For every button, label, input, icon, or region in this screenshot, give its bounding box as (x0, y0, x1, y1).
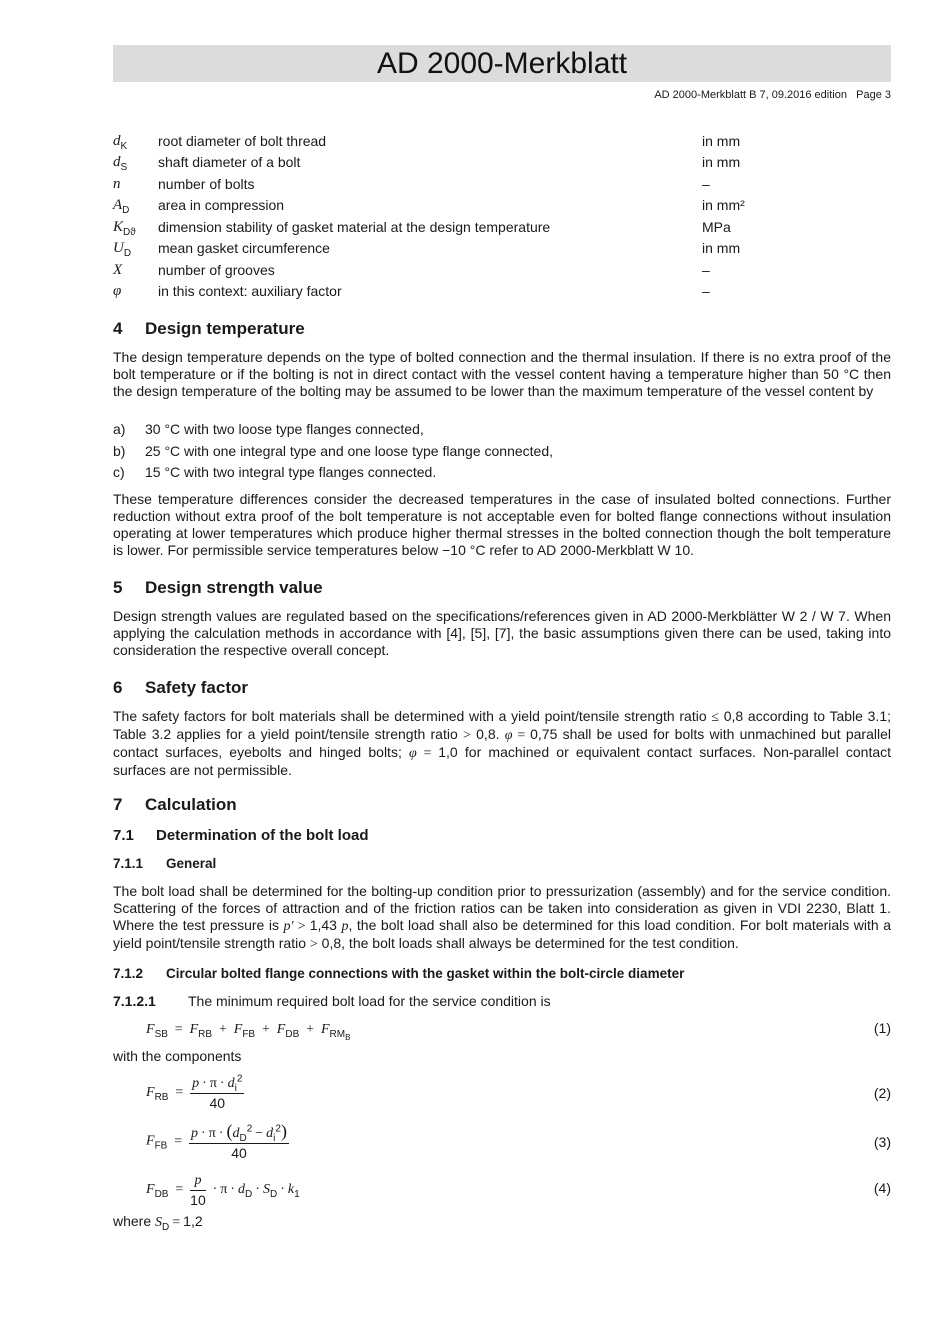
section-heading-6: 6 Safety factor (113, 678, 248, 697)
symbol-unit: in mm (702, 133, 741, 149)
section-heading-5: 5 Design strength value (113, 578, 323, 597)
equation-number: (1) (873, 1020, 891, 1036)
section-heading-7-1: 7.1 Determination of the bolt load (113, 827, 369, 844)
symbol-description: root diameter of bolt thread (158, 133, 327, 149)
symbol-description: in this context: auxiliary factor (158, 283, 342, 299)
page-header-reference: AD 2000-Merkblatt B 7, 09.2016 edition Page 3 (654, 89, 891, 101)
symbol: X (113, 262, 123, 278)
section-4-outro: These temperature differences consider the decreased temperatures in the case of insulated bolted connections. Further reduction without extra proof of the bolt temperature is not acceptable even for bolted flange connections without insulation operating at lower temperatures which produce higher thermal stresses in the bolted connection though the bolt temperature is lower. For permissible service temperatures below −10 °C refer to AD 2000-Merkblatt W 10. (113, 491, 891, 558)
symbol-row (113, 217, 891, 237)
symbol-unit: MPa (702, 219, 731, 235)
section-heading-7-1-2: 7.1.2 Circular bolted flange connections with the gasket within the bolt-circle diameter (113, 966, 685, 981)
symbol-description: mean gasket circumference (158, 240, 330, 256)
symbol-description: area in compression (158, 197, 285, 213)
section-heading-4: 4 Design temperature (113, 319, 305, 338)
symbol: $U_D$ (113, 240, 132, 259)
formula-3: $F_{FB}$ = $\frac{p \cdot \pi \cdot (d_D^2 - d_i^2)}{40}$ (146, 1121, 287, 1161)
document-title: AD 2000-Merkblatt (376, 47, 628, 80)
formula-1: $F_{SB} = F_{RB} + F_{FB} + F_{DB} + F_{RM_B}$ (146, 1022, 351, 1042)
list-item: b) 25 °C with one integral type and one loose type flange connected, (113, 443, 553, 459)
equation-number: (3) (873, 1134, 891, 1150)
fraction: $\frac{p}{10}$ (190, 1173, 206, 1208)
section-4-intro: The design temperature depends on the type of bolted connection and the thermal insulation. If there is no extra proof of the bolt temperature or if the bolting is not in direct contact with the vessel content having a temperature higher than 50 °C then the design temperature of the bolting may be assumed to be lower than the maximum temperature of the vessel content by (113, 349, 891, 399)
symbol-row (113, 174, 891, 194)
fraction: $\frac{p \cdot \pi \cdot (d_D^2 - d_i^2)}{40}$ (191, 1121, 287, 1161)
section-heading-7: 7 Calculation (113, 795, 237, 814)
with-components-text: with the components (113, 1048, 242, 1064)
section-heading-7-1-1: 7.1.1 General (113, 856, 217, 871)
symbol-description: number of grooves (158, 262, 275, 278)
symbol-unit: in mm² (702, 197, 745, 213)
symbol: n (113, 176, 121, 192)
equation-number: (4) (873, 1180, 891, 1196)
symbol-unit: in mm (702, 240, 741, 256)
formula-4: $F_{DB}$ = $\frac{p}{10}$ · $\pi \cdot d_D \cdot S_D \cdot k_1$ (146, 1173, 300, 1208)
section-6-text: The safety factors for bolt materials shall be determined with a yield point/tensile strength ratio ≤ 0,8 according to Table 3.1; Table 3.2 applies for a yield point/tensile strength ratio > 0,8. φ = 0,75 shall be used for bolts with unmachined but parallel contact surfaces, eyebolts and hinged bolts; φ = 1,0 for machined or equivalent contact surfaces. Non-parallel contact surfaces are not permissible. (113, 708, 892, 778)
section-7-1-2-1-text: 7.1.2.1 The minimum required bolt load for the service condition is (113, 993, 551, 1009)
symbol-row (113, 131, 891, 151)
equation-number: (2) (873, 1085, 891, 1101)
fraction: $\frac{p \cdot \pi \cdot d_i^2}{40}$ (192, 1073, 243, 1111)
symbol-row (113, 152, 891, 172)
symbol-unit: in mm (702, 154, 741, 170)
symbol-row (113, 281, 891, 301)
symbol-row (113, 238, 891, 258)
symbol: $A_D$ (113, 197, 130, 216)
symbol-row (113, 260, 891, 280)
symbol-row (113, 195, 891, 215)
where-text: where $S_D = 1,2$ (113, 1213, 203, 1233)
symbol-unit: – (702, 176, 710, 192)
symbol-unit: – (702, 262, 710, 278)
symbol: φ (113, 283, 122, 299)
title-bar (113, 45, 891, 82)
symbol: $d_S$ (113, 154, 128, 173)
formula-2: $F_{RB}$ = $\frac{p \cdot \pi \cdot d_i^2}{40}$ (146, 1073, 243, 1111)
list-item: c) 15 °C with two integral type flanges connected. (113, 464, 437, 480)
symbol-description: dimension stability of gasket material at the design temperature (158, 219, 551, 235)
symbol-unit: – (702, 283, 710, 299)
section-7-1-1-text: The bolt load shall be determined for the bolting-up condition prior to pressurization (assembly) and for the service condition. Scattering of the forces of attraction and of the friction ratios can be taken into consideration as given in VDI 2230, Blatt 1. Where the test pressure is p′ > 1,43 p, the bolt load shall also be determined for this load condition. For bolt materials with a yield point/tensile strength ratio > 0,8, the bolt loads shall always be determined for the test condition. (113, 883, 891, 952)
list-item: a) 30 °C with two loose type flanges connected, (113, 421, 424, 437)
symbol: $K_{Dϑ}$ (113, 219, 136, 238)
symbol: $d_K$ (113, 133, 128, 152)
symbol-description: shaft diameter of a bolt (158, 154, 301, 170)
section-5-text: Design strength values are regulated based on the specifications/references given in AD 2000-Merkblätter W 2 / W 7. When applying the calculation methods in accordance with [4], [5], [7], the basic assumptions given there can be used, taking into consideration the respective overall concept. (113, 608, 891, 658)
symbol-description: number of bolts (158, 176, 255, 192)
